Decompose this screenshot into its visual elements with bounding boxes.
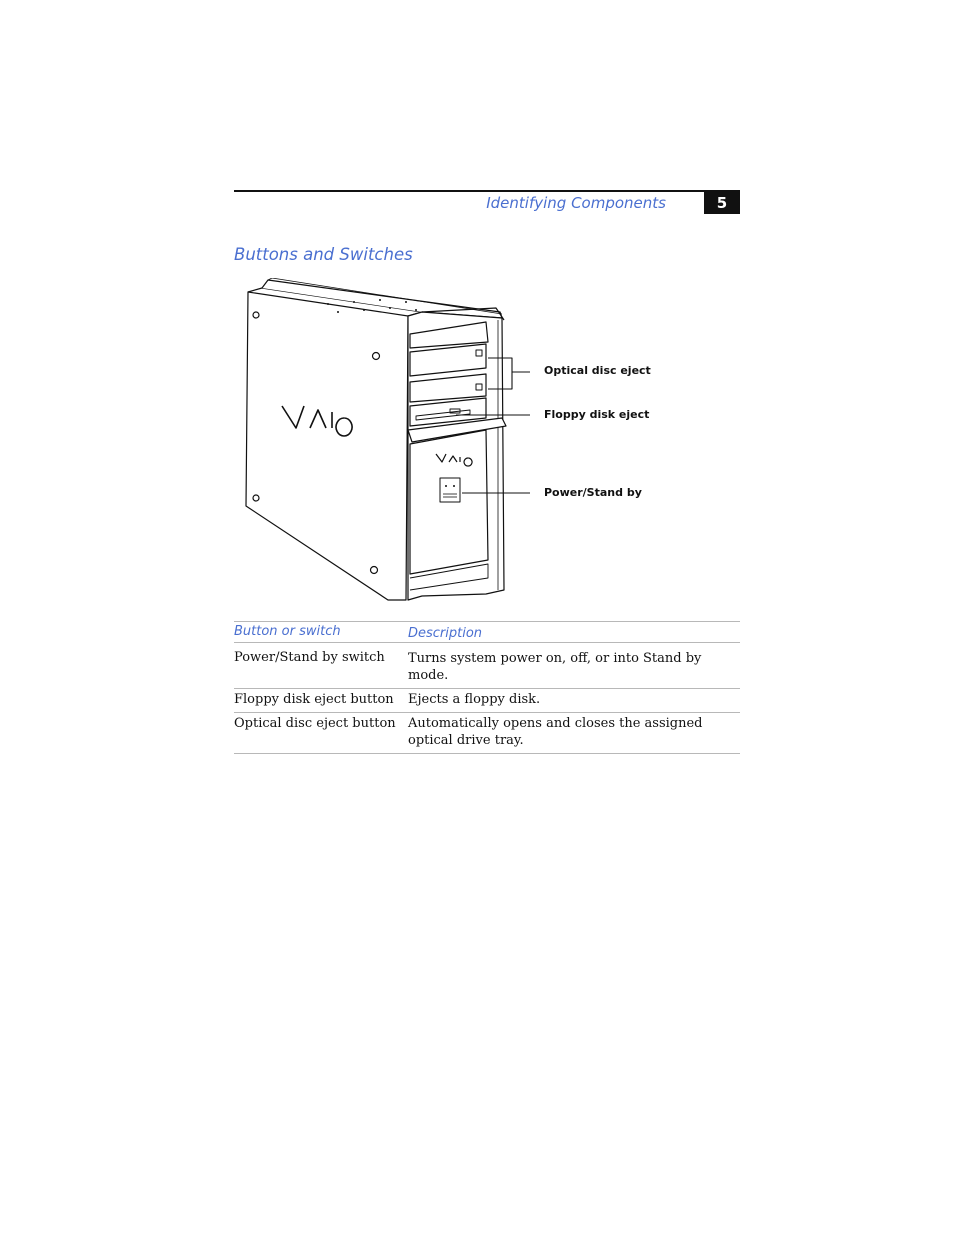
table-header-row: [234, 621, 740, 642]
table-row: [234, 688, 740, 712]
buttons-table: [234, 621, 740, 754]
page-number: 5: [704, 192, 740, 214]
table-cell-name: Power/Stand by switch: [234, 650, 385, 665]
table-row: [234, 642, 740, 688]
callout-floppy-disk-eject: Floppy disk eject: [544, 408, 650, 421]
running-header: Identifying Components: [486, 194, 666, 212]
table-header-button: Button or switch: [234, 624, 341, 639]
table-cell-desc: Ejects a floppy disk.: [408, 692, 541, 707]
table-cell-name: Floppy disk eject button: [234, 692, 394, 707]
table-row: [234, 712, 740, 754]
callout-power-stand-by: Power/Stand by: [544, 486, 642, 499]
computer-tower-illustration: [240, 278, 530, 608]
table-header-description: Description: [408, 626, 483, 641]
table-cell-desc: Turns system power on, off, or into Stand by mode.: [408, 651, 702, 683]
table-cell-name: Optical disc eject button: [234, 716, 396, 731]
callout-optical-disc-eject: Optical disc eject: [544, 364, 651, 377]
table-cell-desc: Automatically opens and closes the assigned optical drive tray.: [408, 716, 703, 748]
section-title: Buttons and Switches: [234, 245, 413, 264]
header-rule: [234, 190, 740, 192]
